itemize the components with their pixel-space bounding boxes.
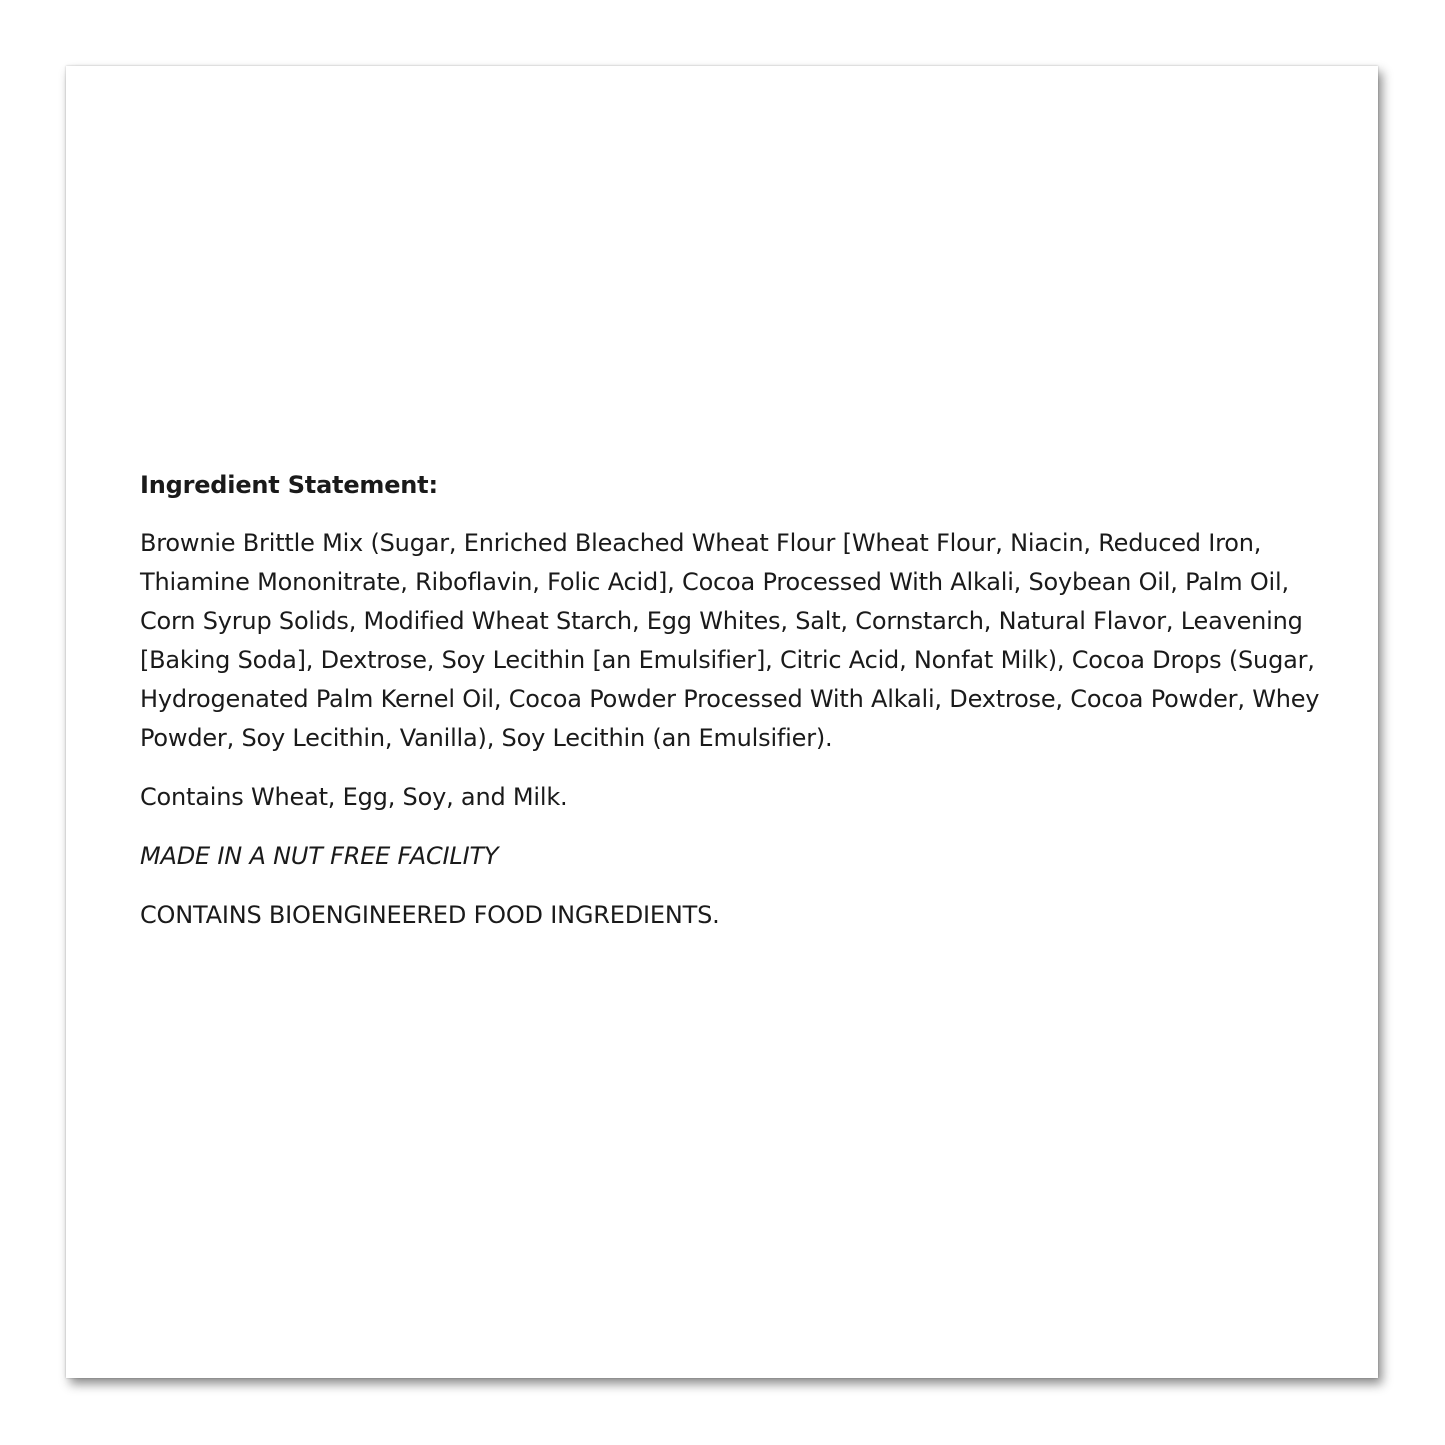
allergen-statement: Contains Wheat, Egg, Soy, and Milk. (140, 783, 568, 811)
ingredient-list: Brownie Brittle Mix (Sugar, Enriched Bleached Wheat Flour [Wheat Flour, Niacin, Reduced Iron, Thiamine Mononitrate, Riboflavin, Folic Acid], Cocoa Processed With Alkali, Soybean Oil, Palm Oil, Corn Syrup Solids, Modified Wheat Starch, Egg Whites, Salt, Cornstarch, Natural Flavor, Leavening [Baking Soda], Dextrose, Soy Lecithin [an Emulsifier], Citric Acid, Nonfat Milk), Cocoa Drops (Sugar, Hydrogenated Palm Kernel Oil, Cocoa Powder Processed With Alkali, Dextrose, Cocoa Powder, Whey Powder, Soy Lecithin, Vanilla), Soy Lecithin (an Emulsifier). (140, 529, 1320, 752)
label-card (66, 66, 1378, 1378)
bioengineered-note: CONTAINS BIOENGINEERED FOOD INGREDIENTS. (140, 901, 720, 929)
ingredient-heading: Ingredient Statement: (140, 471, 438, 499)
ingredient-statement (140, 468, 1320, 955)
facility-note: MADE IN A NUT FREE FACILITY (140, 842, 499, 870)
